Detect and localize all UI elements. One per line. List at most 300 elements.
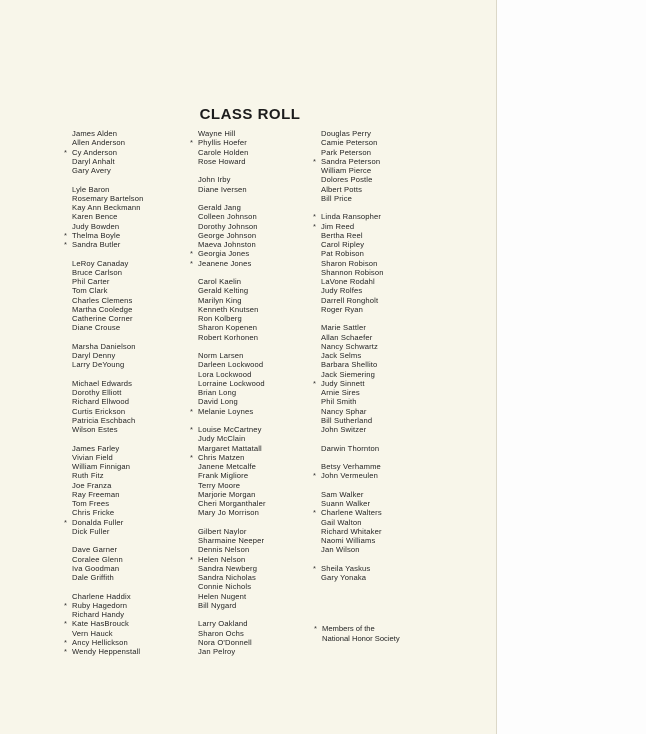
student-name: Gerald Kelting [198, 286, 249, 296]
honor-asterisk: * [313, 378, 317, 388]
student-name: Daryl Denny [72, 351, 116, 360]
roll-name-entry [321, 388, 384, 397]
roll-name-entry [321, 194, 384, 203]
student-name: Lyle Baron [72, 184, 110, 194]
roll-name-entry [72, 342, 144, 351]
roll-name-entry [72, 166, 144, 175]
student-name: David Long [198, 397, 238, 407]
roll-name-entry [198, 231, 266, 240]
page-title: CLASS ROLL [199, 106, 301, 123]
student-name: LaVone Rodahl [321, 277, 375, 286]
roll-name-entry [198, 564, 266, 573]
student-name: Margaret Mattatall [198, 443, 262, 453]
roll-name-entry [198, 323, 266, 332]
student-name: George Johnson [198, 230, 257, 240]
roll-name-entry [72, 629, 144, 638]
roll-name-entry [321, 286, 384, 295]
student-name: Terry Moore [198, 480, 241, 490]
roll-name-entry [198, 647, 266, 656]
student-name: Roger Ryan [321, 304, 364, 314]
student-name: Arnie Sires [321, 388, 360, 397]
roll-name-entry [321, 240, 384, 249]
roll-name-entry [198, 129, 266, 138]
student-name: Judy Rolfes [321, 286, 363, 296]
student-name: Dolores Postle [321, 175, 373, 185]
roll-name-entry [198, 545, 266, 554]
honor-asterisk: * [64, 230, 68, 240]
roll-name-entry [313, 221, 384, 231]
student-name: Allan Schaefer [321, 332, 373, 342]
roll-name-entry [72, 508, 144, 517]
student-name: Camie Peterson [321, 138, 378, 148]
roll-group-spacer [321, 453, 384, 462]
roll-name-entry [321, 518, 384, 527]
roll-name-entry [198, 203, 266, 212]
roll-name-entry [64, 230, 144, 240]
student-name: Joe Franza [72, 480, 112, 490]
student-name: Brian Long [198, 388, 237, 397]
student-name: Coralee Glenn [72, 554, 123, 564]
roll-name-entry [72, 222, 144, 231]
student-name: Norm Larsen [198, 351, 244, 360]
student-name: Helen Nugent [198, 591, 247, 601]
student-name: Bill Price [321, 193, 353, 203]
roll-name-entry [321, 573, 384, 582]
roll-name-entry [198, 536, 266, 545]
roll-name-entry [198, 499, 266, 508]
roll-name-entry [198, 601, 266, 610]
roll-group-spacer [321, 203, 384, 212]
roll-name-entry [198, 379, 266, 388]
roll-name-entry [313, 378, 384, 388]
student-name: Suann Walker [321, 499, 371, 508]
roll-name-entry [72, 527, 144, 536]
roll-name-entry [198, 462, 266, 471]
student-name: Martha Cooledge [72, 304, 133, 314]
student-name: Ray Freeman [72, 489, 120, 499]
roll-name-entry [72, 453, 144, 462]
student-name: Vivian Field [72, 452, 113, 462]
honor-asterisk: * [64, 517, 68, 527]
roll-name-entry [190, 452, 266, 462]
roll-name-entry [72, 592, 144, 601]
roll-name-entry [321, 231, 384, 240]
roll-name-entry [198, 471, 266, 480]
student-name: Charles Clemens [72, 295, 133, 305]
legend-text-2: National Honor Society [322, 633, 400, 643]
roll-name-entry [64, 517, 144, 527]
roll-name-entry [313, 471, 384, 481]
roll-name-entry [321, 175, 384, 184]
student-name: Wilson Estes [72, 425, 118, 434]
student-name: Melanie Loynes [198, 406, 254, 416]
roll-group-spacer [72, 434, 144, 443]
roll-group-spacer [72, 175, 144, 184]
roll-name-entry [198, 490, 266, 499]
roll-name-entry [321, 536, 384, 545]
student-name: LeRoy Canaday [72, 258, 129, 268]
student-name: Pat Robison [321, 249, 365, 259]
honor-asterisk: * [190, 249, 194, 259]
roll-name-entry [321, 305, 384, 314]
roll-name-entry [198, 638, 266, 647]
roll-name-entry [72, 138, 144, 147]
roll-name-entry [198, 370, 266, 379]
student-name: Bill Sutherland [321, 415, 373, 425]
student-name: John Vermeulen [321, 471, 378, 481]
student-name: Jeanene Jones [198, 258, 252, 268]
honor-asterisk: * [64, 147, 68, 157]
roll-name-entry [72, 397, 144, 406]
student-name: Richard Ellwood [72, 397, 130, 407]
honor-asterisk: * [64, 600, 68, 610]
student-name: Douglas Perry [321, 129, 372, 138]
roll-name-entry [198, 582, 266, 591]
student-name: Patricia Eschbach [72, 415, 136, 425]
legend-line-2 [314, 634, 400, 644]
roll-name-entry [198, 175, 266, 184]
student-name: Dick Fuller [72, 526, 110, 536]
roll-name-entry [64, 637, 144, 647]
student-name: Tom Frees [72, 499, 110, 508]
roll-group-spacer [198, 268, 266, 277]
roll-name-entry [72, 351, 144, 360]
student-name: James Farley [72, 443, 120, 453]
roll-name-entry [321, 129, 384, 138]
roll-name-entry [198, 397, 266, 406]
student-name: Gail Walton [321, 517, 362, 527]
roll-name-entry [72, 499, 144, 508]
roll-name-entry [321, 490, 384, 499]
student-name: Tom Clark [72, 286, 108, 296]
roll-name-entry [321, 527, 384, 536]
honor-asterisk: * [313, 212, 317, 222]
roll-name-entry [321, 416, 384, 425]
honor-asterisk: * [190, 425, 194, 434]
roll-name-entry [198, 333, 266, 342]
roll-name-entry [72, 212, 144, 221]
roll-name-entry [72, 545, 144, 554]
roll-group-spacer [72, 370, 144, 379]
roll-name-entry [321, 499, 384, 508]
student-name: Charlene Haddix [72, 591, 131, 601]
roll-name-entry [198, 508, 266, 517]
roll-name-entry [72, 185, 144, 194]
student-name: Ruby Hagedorn [72, 600, 128, 610]
roll-name-entry [198, 148, 266, 157]
roll-column-1 [64, 129, 144, 656]
honor-asterisk: * [190, 452, 194, 462]
student-name: Phil Carter [72, 277, 110, 286]
honor-asterisk: * [313, 221, 317, 231]
roll-name-entry [198, 240, 266, 249]
honor-asterisk: * [190, 258, 194, 268]
student-name: Janene Metcalfe [198, 462, 256, 471]
student-name: Daryl Anhalt [72, 156, 115, 166]
legend-line-1 [314, 624, 400, 634]
roll-name-entry [72, 610, 144, 619]
student-name: Naomi Williams [321, 536, 376, 545]
roll-name-entry [198, 629, 266, 638]
roll-name-entry [321, 360, 384, 369]
student-name: Sharon Kopenen [198, 323, 258, 333]
roll-name-entry [321, 148, 384, 157]
student-name: Betsy Verhamme [321, 462, 381, 471]
student-name: Lora Lockwood [198, 369, 252, 379]
roll-name-entry [321, 444, 384, 453]
roll-name-entry [321, 166, 384, 175]
student-name: Sharmaine Neeper [198, 536, 265, 545]
student-name: Gary Yonaka [321, 573, 367, 582]
roll-name-entry [72, 462, 144, 471]
student-name: Marjorie Morgan [198, 489, 256, 499]
roll-name-entry [198, 157, 266, 166]
roll-name-entry [198, 592, 266, 601]
roll-name-entry [72, 194, 144, 203]
roll-group-spacer [198, 166, 266, 175]
student-name: Mary Jo Morrison [198, 508, 260, 518]
student-name: Michael Edwards [72, 378, 133, 388]
student-name: Karen Bence [72, 212, 118, 222]
student-name: Darwin Thornton [321, 443, 380, 453]
student-name: Wendy Heppenstall [72, 647, 141, 656]
roll-name-entry [313, 212, 384, 222]
student-name: Sandra Newberg [198, 563, 258, 573]
student-name: Gilbert Naylor [198, 526, 247, 536]
student-name: Jan Wilson [321, 545, 360, 555]
student-name: Bruce Carlson [72, 267, 123, 277]
student-name: John Switzer [321, 425, 367, 434]
honor-asterisk: * [313, 471, 317, 481]
student-name: Kenneth Knutsen [198, 304, 259, 314]
roll-name-entry [198, 619, 266, 628]
student-name: Helen Nelson [198, 554, 246, 564]
roll-name-entry [198, 527, 266, 536]
student-name: Shannon Robison [321, 267, 384, 277]
roll-name-entry [321, 545, 384, 554]
roll-name-entry [198, 360, 266, 369]
student-name: Darrell Rongholt [321, 295, 379, 305]
roll-name-entry [190, 138, 266, 148]
student-name: Connie Nichols [198, 582, 252, 592]
student-name: Ancy Hellickson [72, 637, 128, 647]
roll-name-entry [321, 185, 384, 194]
student-name: Lorraine Lockwood [198, 378, 265, 388]
roll-group-spacer [321, 555, 384, 564]
roll-name-entry [72, 259, 144, 268]
student-name: Cheri Morganthaler [198, 499, 266, 508]
roll-name-entry [190, 406, 266, 416]
student-name: Georgia Jones [198, 249, 250, 259]
roll-name-entry [198, 351, 266, 360]
legend-text-1: Members of the [322, 624, 375, 633]
student-name: Iva Goodman [72, 563, 120, 573]
roll-name-entry [72, 360, 144, 369]
honor-asterisk: * [313, 156, 317, 166]
roll-name-entry [72, 555, 144, 564]
student-name: Judy Bowden [72, 221, 120, 231]
roll-name-entry [321, 462, 384, 471]
student-name: Sandra Nicholas [198, 573, 256, 582]
roll-group-spacer [198, 342, 266, 351]
student-name: Barbara Shellito [321, 360, 378, 370]
student-name: Judy McClain [198, 434, 246, 444]
legend-asterisk: * [314, 624, 317, 633]
student-name: Marilyn King [198, 295, 242, 305]
roll-name-entry [321, 351, 384, 360]
roll-name-entry [321, 259, 384, 268]
roll-name-entry [64, 619, 144, 629]
roll-name-entry [321, 407, 384, 416]
background-margin [497, 0, 646, 734]
roll-name-entry [321, 296, 384, 305]
student-name: Richard Handy [72, 610, 125, 619]
student-name: Catherine Corner [72, 314, 133, 323]
roll-name-entry [72, 471, 144, 480]
honor-asterisk: * [64, 637, 68, 647]
roll-name-entry [321, 249, 384, 258]
roll-name-entry [198, 481, 266, 490]
roll-name-entry [313, 156, 384, 166]
student-name: Larry Oakland [198, 619, 248, 629]
student-name: Park Peterson [321, 147, 372, 157]
roll-name-entry [198, 185, 266, 194]
roll-name-entry [321, 370, 384, 379]
student-name: Donalda Fuller [72, 517, 124, 527]
roll-group-spacer [321, 434, 384, 443]
roll-name-entry [72, 323, 144, 332]
student-name: Frank Migliore [198, 471, 249, 481]
student-name: Ruth Fitz [72, 471, 104, 481]
honor-asterisk: * [64, 647, 68, 656]
roll-name-entry [321, 323, 384, 332]
roll-name-entry [198, 305, 266, 314]
student-name: Nancy Sphar [321, 406, 367, 416]
student-name: Diane Crouse [72, 323, 121, 333]
student-name: Nancy Schwartz [321, 341, 378, 351]
student-name: Dennis Nelson [198, 545, 250, 555]
student-name: Marie Sattler [321, 323, 366, 333]
roll-group-spacer [72, 582, 144, 591]
student-name: Colleen Johnson [198, 212, 257, 222]
roll-name-entry [190, 554, 266, 564]
student-name: Maeva Johnston [198, 240, 256, 249]
roll-name-entry [72, 416, 144, 425]
roll-name-entry [72, 573, 144, 582]
roll-name-entry [72, 296, 144, 305]
roll-name-entry [321, 138, 384, 147]
student-name: Jack Selms [321, 351, 362, 360]
roll-name-entry [72, 407, 144, 416]
student-name: Rosemary Bartelson [72, 193, 144, 203]
student-name: John Irby [198, 175, 231, 185]
honor-asterisk: * [190, 138, 194, 148]
student-name: Sheila Yaskus [321, 563, 371, 573]
roll-group-spacer [72, 536, 144, 545]
roll-group-spacer [198, 194, 266, 203]
student-name: Charlene Walters [321, 508, 382, 518]
honor-asterisk: * [313, 563, 317, 573]
student-name: Vern Hauck [72, 628, 113, 638]
roll-group-spacer [72, 249, 144, 258]
student-name: Gary Avery [72, 166, 111, 175]
student-name: William Finnigan [72, 462, 131, 471]
roll-name-entry [321, 268, 384, 277]
roll-name-entry [198, 314, 266, 323]
student-name: Carol Kaelin [198, 277, 242, 286]
student-name: Curtis Erickson [72, 406, 126, 416]
honor-asterisk: * [64, 240, 68, 249]
student-name: Thelma Boyle [72, 230, 121, 240]
roll-name-entry [72, 379, 144, 388]
roll-name-entry [72, 425, 144, 434]
student-name: Bill Nygard [198, 600, 237, 610]
student-name: Sandra Peterson [321, 156, 381, 166]
student-name: Rose Howard [198, 156, 246, 166]
roll-name-entry [198, 286, 266, 295]
student-name: Phyllis Hoefer [198, 138, 247, 148]
roll-name-entry [72, 129, 144, 138]
student-name: Sam Walker [321, 489, 364, 499]
roll-name-entry [72, 314, 144, 323]
student-name: Carol Ripley [321, 240, 365, 249]
roll-name-entry [72, 490, 144, 499]
roll-name-entry [198, 296, 266, 305]
student-name: Jack Siemering [321, 369, 376, 379]
roll-column-3 [313, 129, 384, 582]
roll-name-entry [198, 388, 266, 397]
student-name: Kay Ann Beckmann [72, 203, 141, 212]
roll-name-entry [198, 434, 266, 443]
student-name: William Pierce [321, 166, 372, 175]
student-name: Darleen Lockwood [198, 360, 264, 370]
student-name: Sharon Ochs [198, 628, 244, 638]
student-name: Gerald Jang [198, 203, 242, 212]
student-name: Robert Korhonen [198, 332, 259, 342]
student-name: Sandra Butler [72, 240, 121, 249]
student-name: Linda Ransopher [321, 212, 382, 222]
student-name: Ron Kolberg [198, 314, 242, 323]
roll-name-entry [72, 157, 144, 166]
student-name: Cy Anderson [72, 147, 118, 157]
roll-name-entry [64, 647, 144, 656]
roll-column-2 [190, 129, 266, 656]
student-name: Dave Garner [72, 545, 118, 555]
student-name: Jim Reed [321, 221, 355, 231]
roll-name-entry [190, 425, 266, 434]
roll-name-entry [198, 212, 266, 221]
roll-name-entry [321, 333, 384, 342]
student-name: Dorothy Johnson [198, 221, 258, 231]
roll-name-entry [321, 342, 384, 351]
student-name: Richard Whitaker [321, 526, 382, 536]
roll-name-entry [321, 425, 384, 434]
student-name: Kate HasBrouck [72, 619, 129, 629]
student-name: Chris Matzen [198, 452, 245, 462]
roll-name-entry [190, 258, 266, 268]
student-name: Diane Iversen [198, 184, 247, 194]
roll-name-entry [198, 573, 266, 582]
student-name: Nora O'Donnell [198, 637, 252, 647]
student-name: Wayne Hill [198, 129, 236, 138]
student-name: Judy Sinnett [321, 378, 365, 388]
student-name: Albert Potts [321, 184, 363, 194]
student-name: Dorothy Elliott [72, 388, 122, 397]
student-name: Larry DeYoung [72, 360, 125, 370]
honor-asterisk: * [190, 554, 194, 564]
roll-group-spacer [198, 518, 266, 527]
roll-group-spacer [72, 333, 144, 342]
